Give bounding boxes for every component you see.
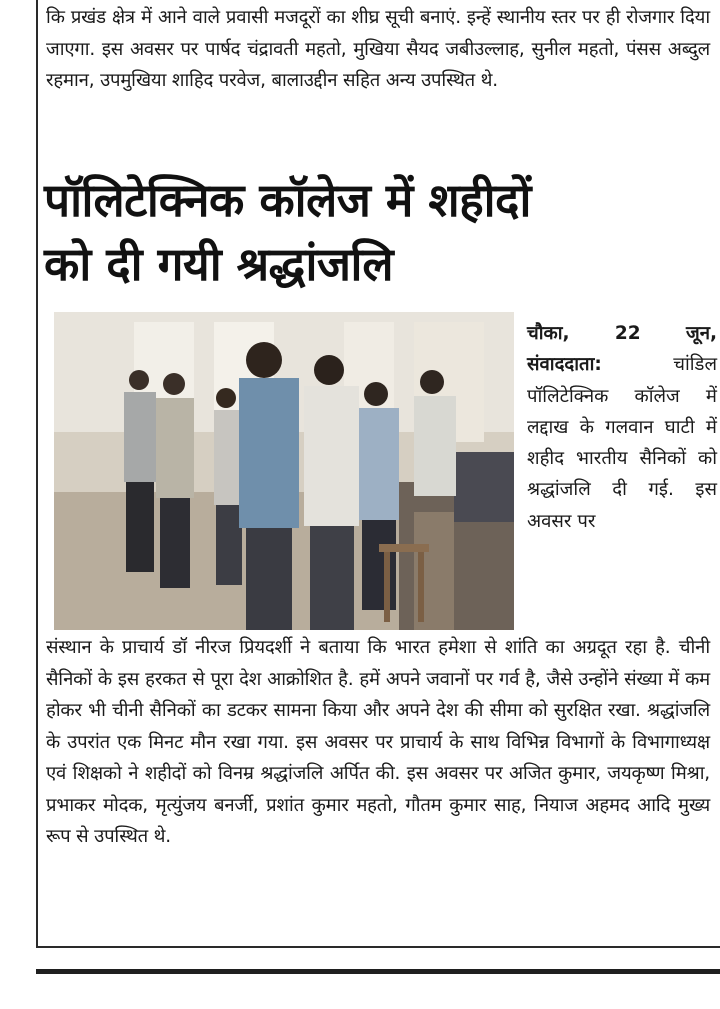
news-photo (54, 312, 514, 630)
body-paragraph: संस्थान के प्राचार्य डॉ नीरज प्रियदर्शी ने बताया कि भारत हमेशा से शांति का अग्रदूत रहा है. चीनी सैनिकों के इस हरकत से पूरा देश आक्रोशित है. हमें अपने जवानों पर गर्व है, जैसे उन्होंने संख्या में कम होकर भी चीनी सैनिकों का डटकर सामना किया और अपने देश की सीमा को सुरक्षित रखा. श्रद्धांजलि के उपरांत एक मिनट मौन रखा गया. इस अवसर पर प्राचार्य के साथ विभिन्न विभागों के विभागाध्यक्ष एवं शिक्षको ने शहीदों को विनम्र श्रद्धांजलि अर्पित की. इस अवसर पर अजित कुमार, जयकृष्ण मिश्रा, प्रभाकर मोदक, मृत्युंजय बनर्जी, प्रशांत कुमार महतो, गौतम कुमार साह, नियाज अहमद आदि मुख्य रूप से उपस्थित थे. (46, 637, 710, 847)
headline (44, 168, 714, 296)
headline-line-1: पॉलिटेक्निक कॉलेज में शहीदों (44, 173, 531, 227)
sidebar-column (527, 318, 717, 537)
lead-paragraph: चांडिल पॉलिटेक्निक कॉलेज में लद्दाख के गलवान घाटी में शहीद भारतीय सैनिकों को श्रद्धांजलि दी गई. इस अवसर पर (527, 354, 717, 532)
photo-illustration (54, 312, 514, 630)
previous-article-paragraph: कि प्रखंड क्षेत्र में आने वाले प्रवासी मजदूरों का शीघ्र सूची बनाएं. इन्हें स्थानीय स्तर पर ही रोजगार दिया जाएगा. इस अवसर पर पार्षद चंद्रावती महतो, मुखिया सैयद जबीउल्लाह, सुनील महतो, पंसस अब्दुल रहमान, उपमुखिया शाहिद परवेज, बालाउद्दीन सहित अन्य उपस्थित थे. (46, 7, 710, 91)
page-divider (36, 969, 720, 974)
headline-line-2: को दी गयी श्रद्धांजलि (44, 237, 394, 291)
dateline: चौका, 22 जून, संवाददाता: (527, 323, 717, 376)
